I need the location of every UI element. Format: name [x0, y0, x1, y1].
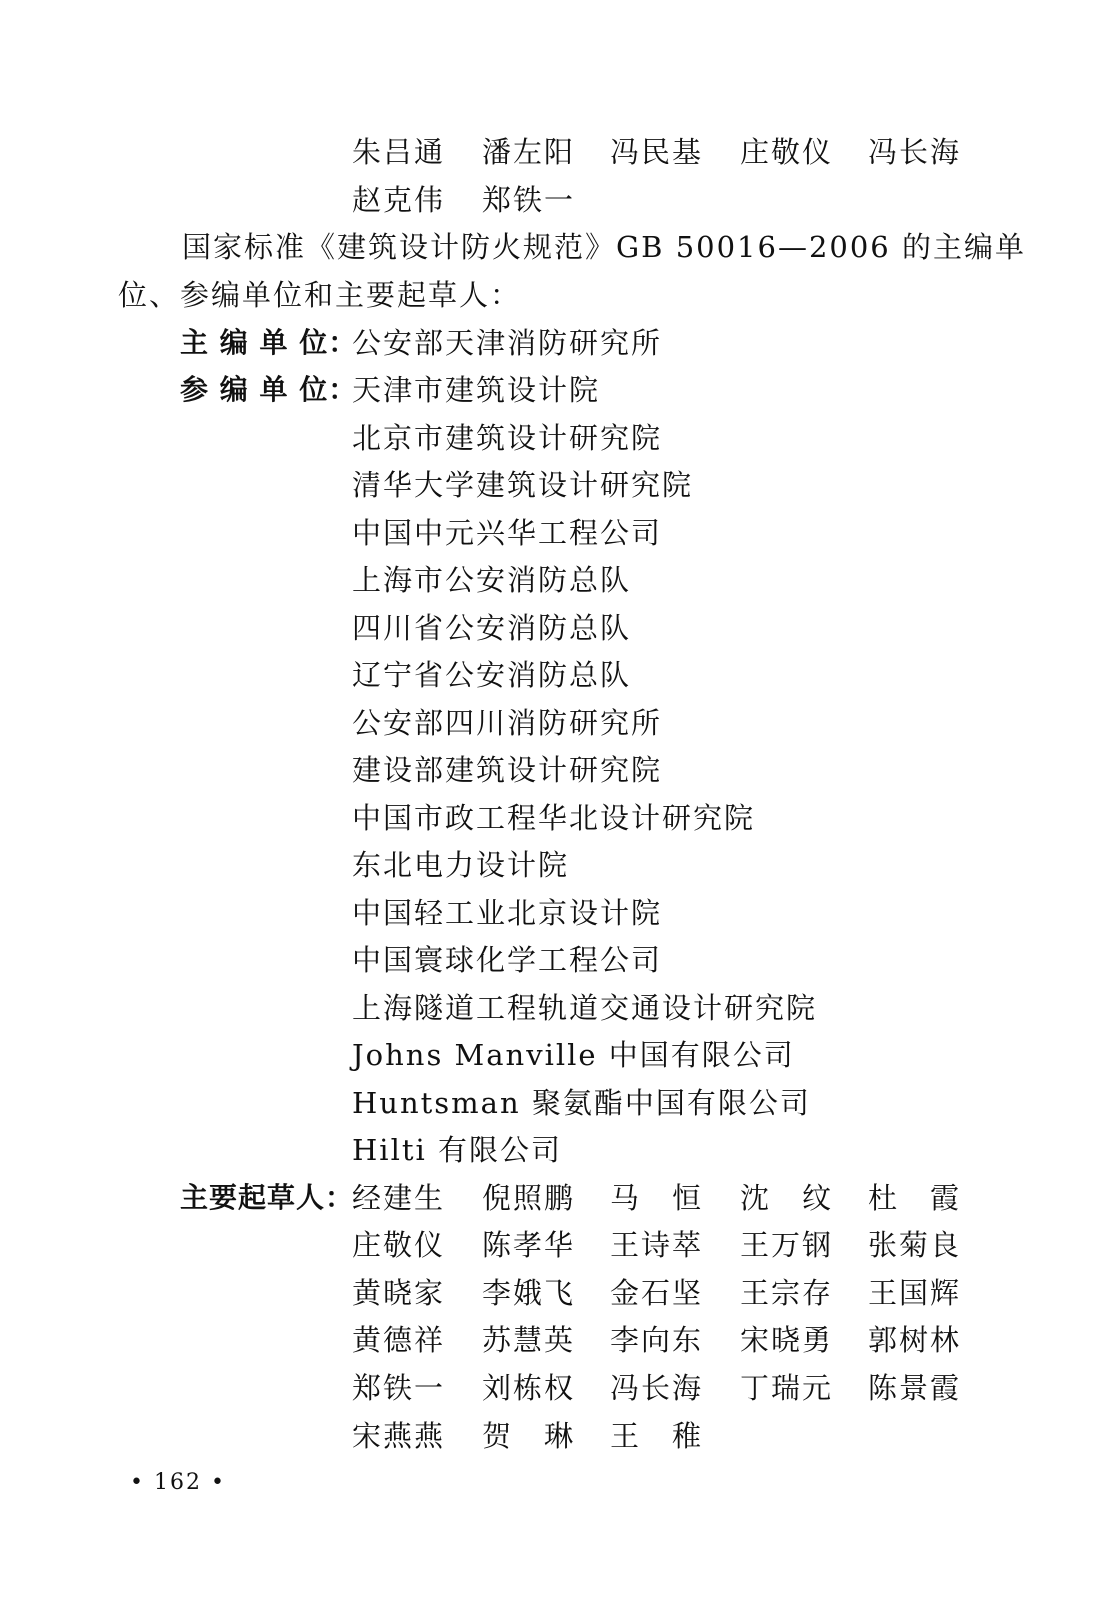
person-name: 朱吕通	[352, 135, 446, 169]
participating-unit: 清华大学建筑设计研究院	[352, 468, 694, 502]
person-name: 王国辉	[868, 1276, 962, 1310]
participating-unit: 四川省公安消防总队	[352, 611, 632, 645]
person-name: 杜 霞	[868, 1181, 962, 1215]
main-drafters-row	[352, 1273, 972, 1313]
person-name: 潘左阳	[482, 135, 576, 169]
person-name: 郑铁一	[482, 183, 576, 217]
person-name: 王 稚	[610, 1419, 704, 1453]
participating-unit: 东北电力设计院	[352, 848, 570, 882]
person-name: 陈景霞	[868, 1371, 962, 1405]
intro-line-1: 国家标准《建筑设计防火规范》GB 50016—2006 的主编单	[182, 230, 1026, 264]
main-drafters-row	[352, 1320, 972, 1360]
main-drafters-row	[352, 1368, 972, 1408]
participating-unit: Johns Manville 中国有限公司	[352, 1038, 795, 1072]
participating-units-label: 参 编 单 位：	[180, 373, 358, 406]
participating-unit: 中国市政工程华北设计研究院	[352, 801, 756, 835]
main-drafters-row	[352, 1416, 972, 1456]
person-name: 金石坚	[610, 1276, 704, 1310]
participating-unit: 中国中元兴华工程公司	[352, 516, 663, 550]
participating-unit: Huntsman 聚氨酯中国有限公司	[352, 1086, 811, 1120]
person-name: 王万钢	[740, 1228, 834, 1262]
person-name: 庄敬仪	[740, 135, 834, 169]
person-name: 倪照鹏	[482, 1181, 576, 1215]
main-drafters-row	[352, 1178, 972, 1218]
person-name: 李娥飞	[482, 1276, 576, 1310]
person-name: 宋晓勇	[740, 1323, 834, 1357]
intro-line-2: 位、参编单位和主要起草人：	[118, 278, 522, 312]
participating-unit: 天津市建筑设计院	[352, 373, 601, 407]
person-name: 冯长海	[610, 1371, 704, 1405]
participating-unit: 上海隧道工程轨道交通设计研究院	[352, 991, 818, 1025]
participating-unit: 辽宁省公安消防总队	[352, 658, 632, 692]
person-name: 沈 纹	[740, 1181, 834, 1215]
person-name: 马 恒	[610, 1181, 704, 1215]
person-name: 张菊良	[868, 1228, 962, 1262]
main-drafters-row	[352, 1225, 972, 1265]
person-name: 刘栋权	[482, 1371, 576, 1405]
person-name: 宋燕燕	[352, 1419, 446, 1453]
person-name: 郭树林	[868, 1323, 962, 1357]
chief-unit-value: 公安部天津消防研究所	[352, 326, 663, 360]
person-name: 冯民基	[610, 135, 704, 169]
participating-unit: 中国轻工业北京设计院	[352, 896, 663, 930]
person-name: 陈孝华	[482, 1228, 576, 1262]
person-name: 王诗萃	[610, 1228, 704, 1262]
participating-unit: 上海市公安消防总队	[352, 563, 632, 597]
person-name: 庄敬仪	[352, 1228, 446, 1262]
person-name: 王宗存	[740, 1276, 834, 1310]
prev-drafters-row-2	[352, 180, 972, 220]
person-name: 黄德祥	[352, 1323, 446, 1357]
chief-unit-label: 主 编 单 位：	[180, 326, 358, 359]
participating-unit: 建设部建筑设计研究院	[352, 753, 663, 787]
person-name: 贺 琳	[482, 1419, 576, 1453]
participating-unit: Hilti 有限公司	[352, 1133, 562, 1167]
participating-unit: 公安部四川消防研究所	[352, 706, 663, 740]
person-name: 经建生	[352, 1181, 446, 1215]
person-name: 丁瑞元	[740, 1371, 834, 1405]
participating-unit: 北京市建筑设计研究院	[352, 421, 663, 455]
participating-unit: 中国寰球化学工程公司	[352, 943, 663, 977]
person-name: 赵克伟	[352, 183, 446, 217]
person-name: 黄晓家	[352, 1276, 446, 1310]
person-name: 冯长海	[868, 135, 962, 169]
person-name: 郑铁一	[352, 1371, 446, 1405]
page-number: • 162 •	[130, 1470, 226, 1495]
main-drafters-label: 主要起草人：	[180, 1181, 355, 1214]
person-name: 李向东	[610, 1323, 704, 1357]
person-name: 苏慧英	[482, 1323, 576, 1357]
prev-drafters-row-1	[352, 132, 972, 172]
